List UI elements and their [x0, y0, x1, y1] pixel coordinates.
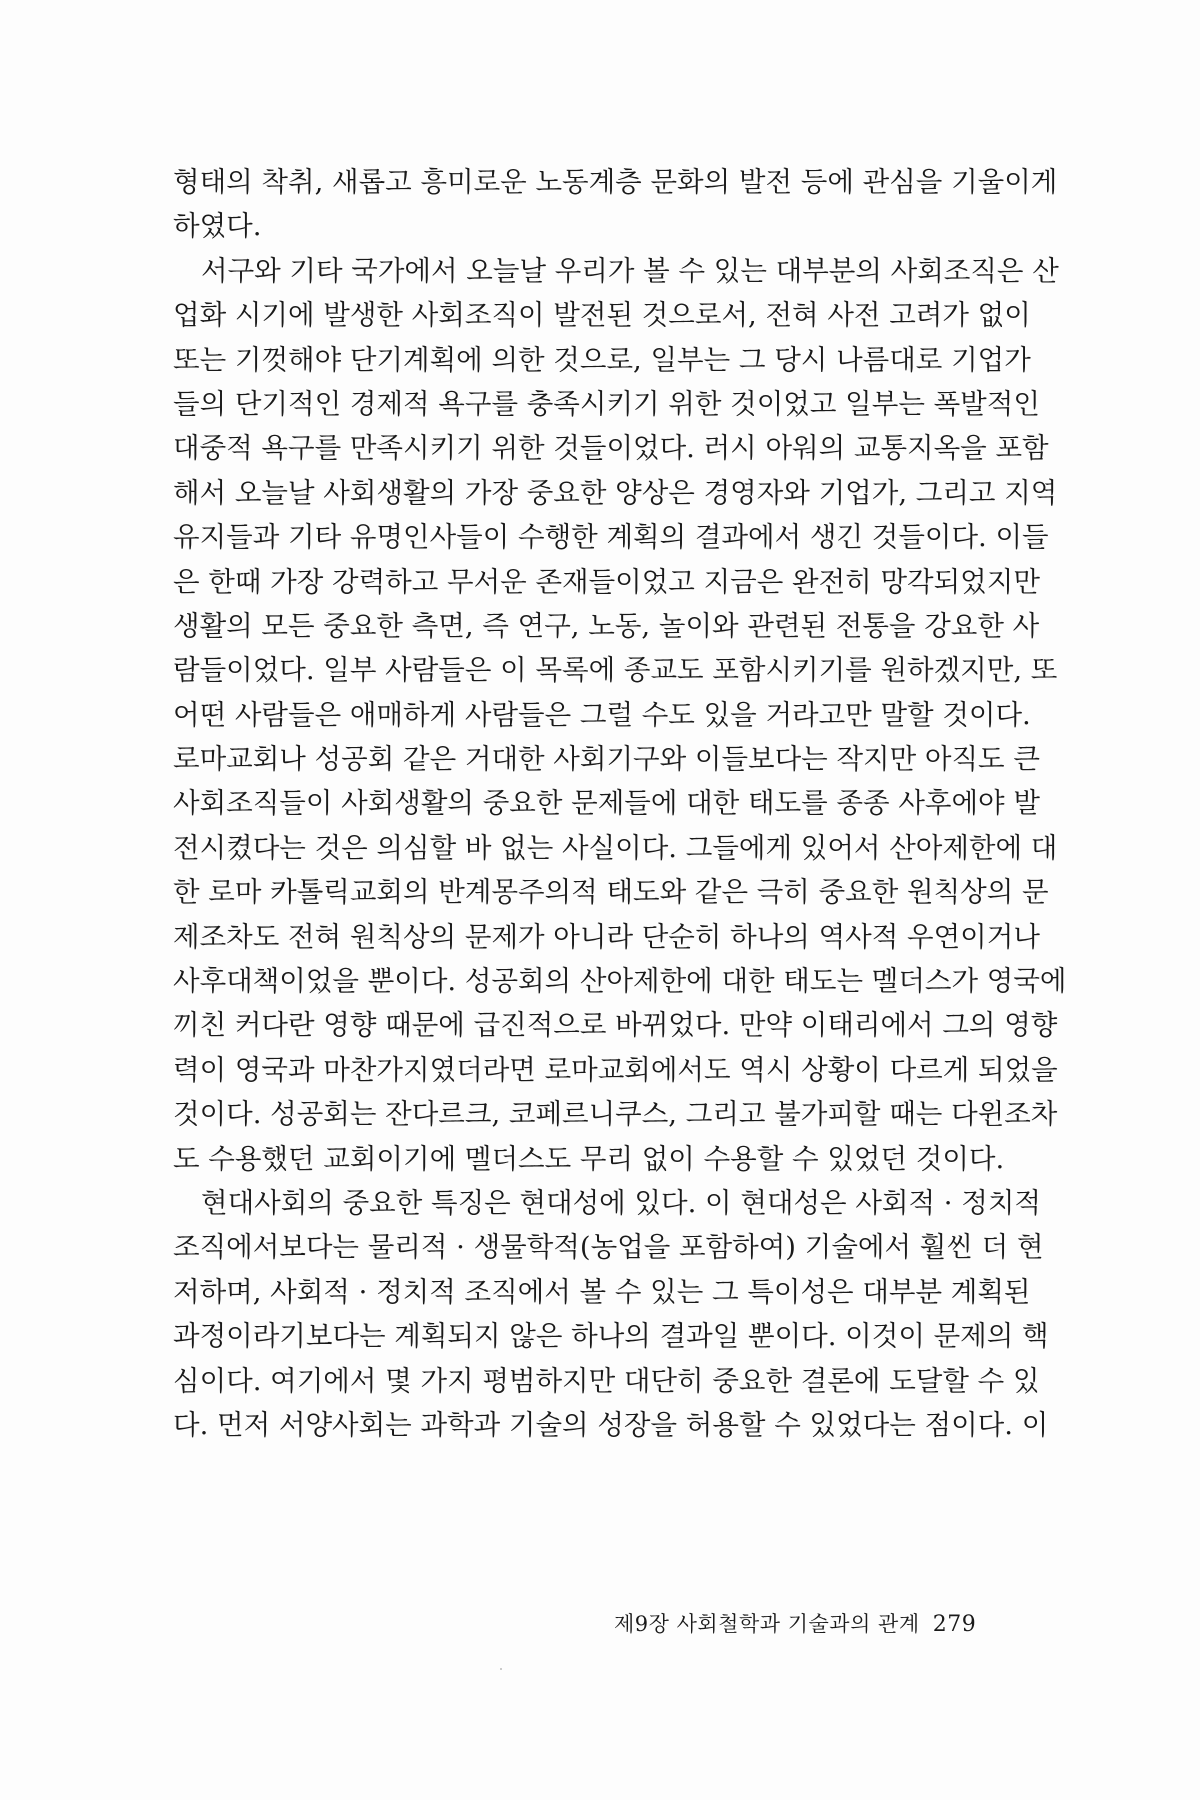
text-line: 유지들과 기타 유명인사들이 수행한 계획의 결과에서 생긴 것들이다. 이들	[173, 521, 1049, 554]
text-line: 들의 단기적인 경제적 욕구를 충족시키기 위한 것이었고 일부는 폭발적인	[173, 387, 1040, 420]
text-line: 하였다.	[173, 210, 262, 243]
body-text	[173, 160, 1067, 1447]
text-line: 생활의 모든 중요한 측면, 즉 연구, 노동, 놀이와 관련된 전통을 강요한 사	[173, 609, 1040, 642]
text-line: 대중적 욕구를 만족시키기 위한 것들이었다. 러시 아워의 교통지옥을 포함	[173, 432, 1049, 465]
running-title: 제9장 사회철학과 기술과의 관계	[614, 1612, 920, 1636]
text-line: 해서 오늘날 사회생활의 가장 중요한 양상은 경영자와 기업가, 그리고 지역	[173, 476, 1058, 509]
text-line: 또는 기껏해야 단기계획에 의한 것으로, 일부는 그 당시 나름대로 기업가	[173, 343, 1031, 376]
scan-speck	[500, 1668, 502, 1670]
text-line: 은 한때 가장 강력하고 무서운 존재들이었고 지금은 완전히 망각되었지만	[173, 565, 1040, 598]
paragraph-start-line: 현대사회의 중요한 특징은 현대성에 있다. 이 현대성은 사회적 · 정치적	[201, 1186, 1041, 1219]
text-line: 다. 먼저 서양사회는 과학과 기술의 성장을 허용할 수 있었다는 점이다. 이	[173, 1408, 1049, 1441]
text-line: 사회조직들이 사회생활의 중요한 문제들에 대한 태도를 종종 사후에야 발	[173, 787, 1040, 820]
page-number: 279	[932, 1612, 977, 1637]
text-line: 제조차도 전혀 원칙상의 문제가 아니라 단순히 하나의 역사적 우연이거나	[173, 920, 1040, 953]
text-line: 심이다. 여기에서 몇 가지 평범하지만 대단히 중요한 결론에 도달할 수 있	[173, 1364, 1040, 1397]
text-line: 람들이었다. 일부 사람들은 이 목록에 종교도 포함시키기를 원하겠지만, 또	[173, 654, 1058, 687]
paragraph-start-line: 서구와 기타 국가에서 오늘날 우리가 볼 수 있는 대부분의 사회조직은 산	[201, 254, 1059, 287]
text-line: 도 수용했던 교회이기에 멜더스도 무리 없이 수용할 수 있었던 것이다.	[173, 1142, 1005, 1175]
text-line: 어떤 사람들은 애매하게 사람들은 그럴 수도 있을 거라고만 말할 것이다.	[173, 698, 1031, 731]
text-line: 업화 시기에 발생한 사회조직이 발전된 것으로서, 전혀 사전 고려가 없이	[173, 299, 1031, 332]
text-line: 로마교회나 성공회 같은 거대한 사회기구와 이들보다는 작지만 아직도 큰	[173, 743, 1040, 776]
text-line: 한 로마 카톨릭교회의 반계몽주의적 태도와 같은 극히 중요한 원칙상의 문	[173, 876, 1049, 909]
running-footer	[614, 1608, 976, 1638]
text-line: 력이 영국과 마찬가지였더라면 로마교회에서도 역시 상황이 다르게 되었을	[173, 1053, 1058, 1086]
text-line: 전시켰다는 것은 의심할 바 없는 사실이다. 그들에게 있어서 산아제한에 대	[173, 831, 1058, 864]
text-line: 과정이라기보다는 계획되지 않은 하나의 결과일 뿐이다. 이것이 문제의 핵	[173, 1320, 1049, 1353]
text-line: 것이다. 성공회는 잔다르크, 코페르니쿠스, 그리고 불가피할 때는 다윈조차	[173, 1098, 1058, 1131]
text-line: 형태의 착취, 새롭고 흥미로운 노동계층 문화의 발전 등에 관심을 기울이게	[173, 166, 1058, 198]
text-line: 저하며, 사회적 · 정치적 조직에서 볼 수 있는 그 특이성은 대부분 계획된	[173, 1275, 1031, 1308]
text-line: 끼친 커다란 영향 때문에 급진적으로 바뀌었다. 만약 이태리에서 그의 영향	[173, 1009, 1058, 1042]
text-line: 사후대책이었을 뿐이다. 성공회의 산아제한에 대한 태도는 멜더스가 영국에	[173, 965, 1067, 998]
text-line: 조직에서보다는 물리적 · 생물학적(농업을 포함하여) 기술에서 훨씬 더 현	[173, 1231, 1044, 1264]
